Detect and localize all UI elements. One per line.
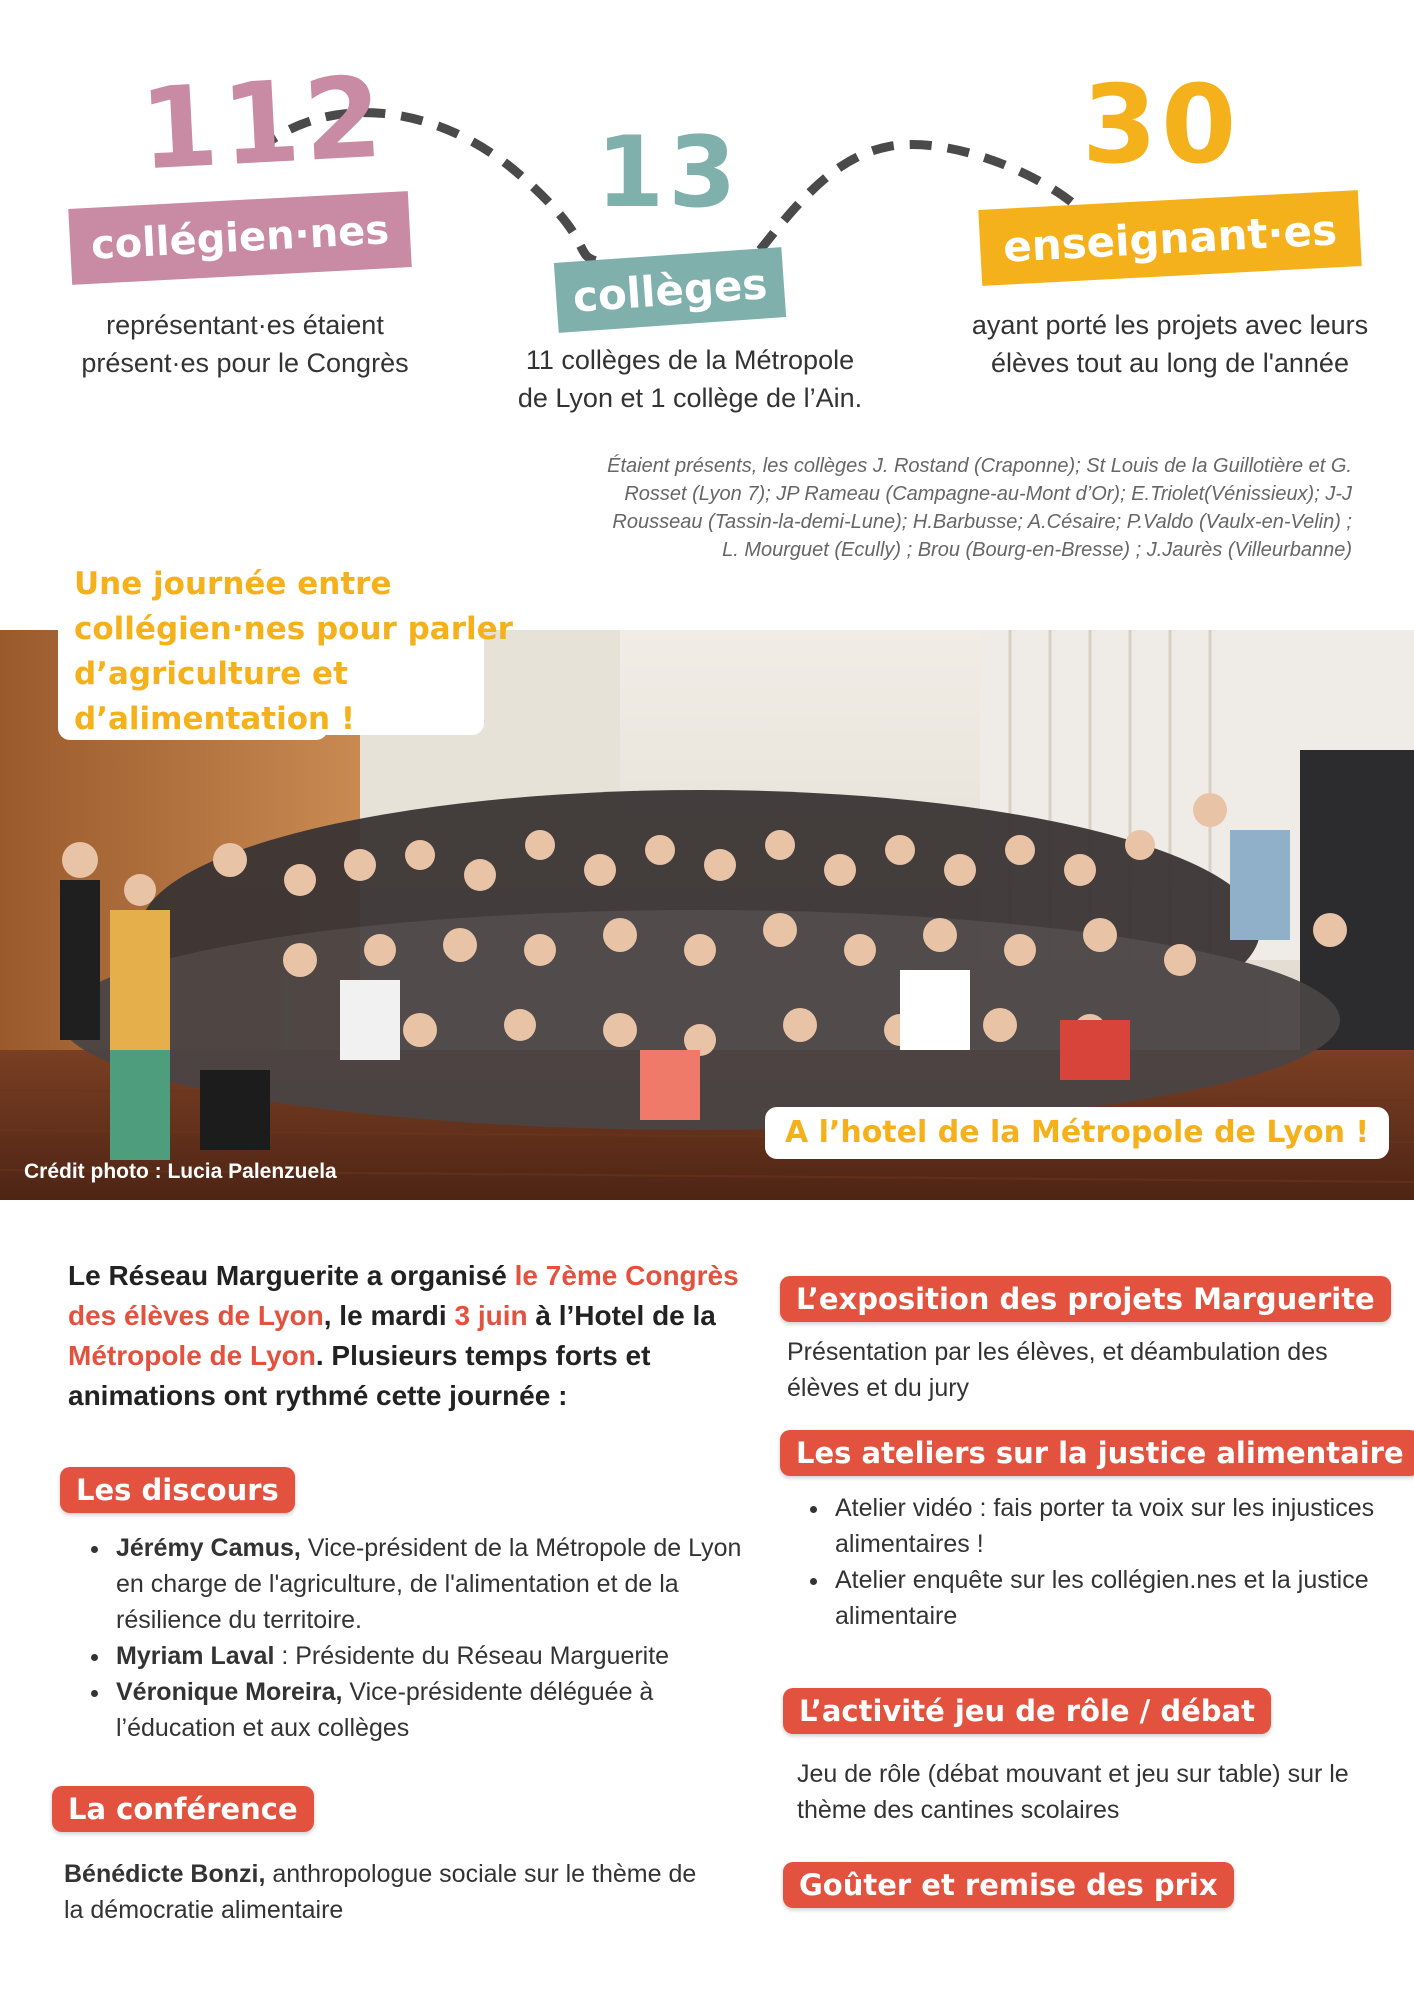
colleges-note-line2: Rosset (Lyon 7); JP Rameau (Campagne-au-Mont d’Or); E.Triolet(Vénissieux); J-J bbox=[624, 483, 1352, 505]
photo-headline-text bbox=[74, 562, 513, 742]
section-title-exposition: L’exposition des projets Marguerite bbox=[780, 1276, 1391, 1322]
section-title-gouter: Goûter et remise des prix bbox=[783, 1862, 1234, 1908]
stat-desc-students bbox=[50, 306, 440, 382]
speaker-name: Jérémy Camus, bbox=[116, 1534, 301, 1562]
conference-speaker-desc: anthropologue sociale sur le thème de la démocratie alimentaire bbox=[64, 1860, 697, 1924]
list-item: • Atelier enquête sur les collégien.nes et la justice alimentaire bbox=[831, 1562, 1391, 1634]
speaker-role: : Présidente du Réseau Marguerite bbox=[274, 1642, 670, 1670]
speaker-name: Véronique Moreira, bbox=[116, 1678, 343, 1706]
stat-number-colleges: 13 bbox=[596, 116, 741, 230]
list-item bbox=[112, 1638, 752, 1674]
colleges-note-line1: Étaient présents, les collèges J. Rostand (Craponne); St Louis de la Guillotière et G. bbox=[607, 455, 1352, 477]
photo-headline-line2: collégien·nes pour parler bbox=[74, 611, 513, 647]
list-item: • Atelier vidéo : fais porter ta voix sur les injustices alimentaires ! bbox=[831, 1490, 1391, 1562]
colleges-note bbox=[540, 452, 1352, 564]
photo-headline-line3: d’agriculture et bbox=[74, 656, 348, 692]
conference-speaker-name: Bénédicte Bonzi, bbox=[64, 1860, 266, 1888]
stat-desc-teachers bbox=[940, 306, 1400, 382]
section-title-ateliers: Les ateliers sur la justice alimentaire bbox=[780, 1430, 1414, 1476]
intro-highlight-metropole: Métropole de Lyon bbox=[68, 1340, 316, 1371]
speaker-role: Vice-président de la Métropole de Lyon en charge de l'agriculture, de l'alimentation et de la résilience du territoire. bbox=[116, 1534, 742, 1634]
intro-part-4: . Plusieurs temps forts et animations ont rythmé cette journée : bbox=[68, 1340, 651, 1411]
conference-text bbox=[64, 1856, 704, 1928]
intro-paragraph bbox=[68, 1256, 748, 1416]
discours-list bbox=[68, 1530, 752, 1746]
speaker-role: Vice-présidente déléguée à l’éducation et aux collèges bbox=[116, 1678, 654, 1742]
ateliers-list bbox=[787, 1490, 1391, 1634]
section-title-conference: La conférence bbox=[52, 1786, 314, 1832]
intro-highlight-congress: le 7ème Congrès des élèves de Lyon bbox=[68, 1260, 739, 1331]
stat-desc-teachers-line1: ayant porté les projets avec leurs bbox=[971, 310, 1369, 340]
stat-label-colleges: collèges bbox=[554, 247, 786, 333]
photo-headline-line4: d’alimentation ! bbox=[74, 701, 356, 737]
stat-number-students: 112 bbox=[136, 52, 390, 196]
stat-label-teachers: enseignant·es bbox=[978, 190, 1361, 286]
stat-label-students: collégien·nes bbox=[68, 191, 412, 285]
exposition-text: Présentation par les élèves, et déambulation des élèves et du jury bbox=[787, 1338, 1328, 1402]
stat-desc-colleges-line1: 11 collèges de la Métropole bbox=[525, 345, 855, 375]
photo-headline-line1: Une journée entre bbox=[74, 566, 392, 602]
photo-credit: Crédit photo : Lucia Palenzuela bbox=[24, 1160, 337, 1183]
intro-highlight-date: 3 juin bbox=[454, 1300, 528, 1331]
photo-location: A l’hotel de la Métropole de Lyon ! bbox=[765, 1107, 1389, 1159]
intro-part-3: à l’Hotel de la bbox=[527, 1300, 716, 1331]
stat-desc-students-line2: présent·es pour le Congrès bbox=[81, 348, 409, 378]
list-item bbox=[112, 1674, 752, 1746]
stat-desc-students-line1: représentant·es étaient bbox=[106, 310, 384, 340]
colleges-note-line4: L. Mourguet (Ecully) ; Brou (Bourg-en-Bresse) ; J.Jaurès (Villeurbanne) bbox=[722, 539, 1352, 561]
speaker-name: Myriam Laval bbox=[116, 1642, 275, 1670]
jeu-text: Jeu de rôle (débat mouvant et jeu sur table) sur le thème des cantines scolaires bbox=[797, 1760, 1349, 1824]
colleges-note-line3: Rousseau (Tassin-la-demi-Lune); H.Barbusse; A.Césaire; P.Valdo (Vaulx-en-Velin) ; bbox=[612, 511, 1352, 533]
stat-desc-colleges-line2: de Lyon et 1 collège de l’Ain. bbox=[517, 383, 863, 413]
list-item bbox=[112, 1530, 752, 1638]
section-title-discours: Les discours bbox=[60, 1467, 295, 1513]
intro-part-2: , le mardi bbox=[323, 1300, 455, 1331]
intro-part-1: Le Réseau Marguerite a organisé bbox=[68, 1260, 515, 1291]
stat-desc-colleges bbox=[480, 341, 900, 417]
section-title-jeu: L’activité jeu de rôle / débat bbox=[783, 1688, 1271, 1734]
stat-desc-teachers-line2: élèves tout au long de l'année bbox=[991, 348, 1349, 378]
stat-number-teachers: 30 bbox=[1082, 63, 1241, 188]
